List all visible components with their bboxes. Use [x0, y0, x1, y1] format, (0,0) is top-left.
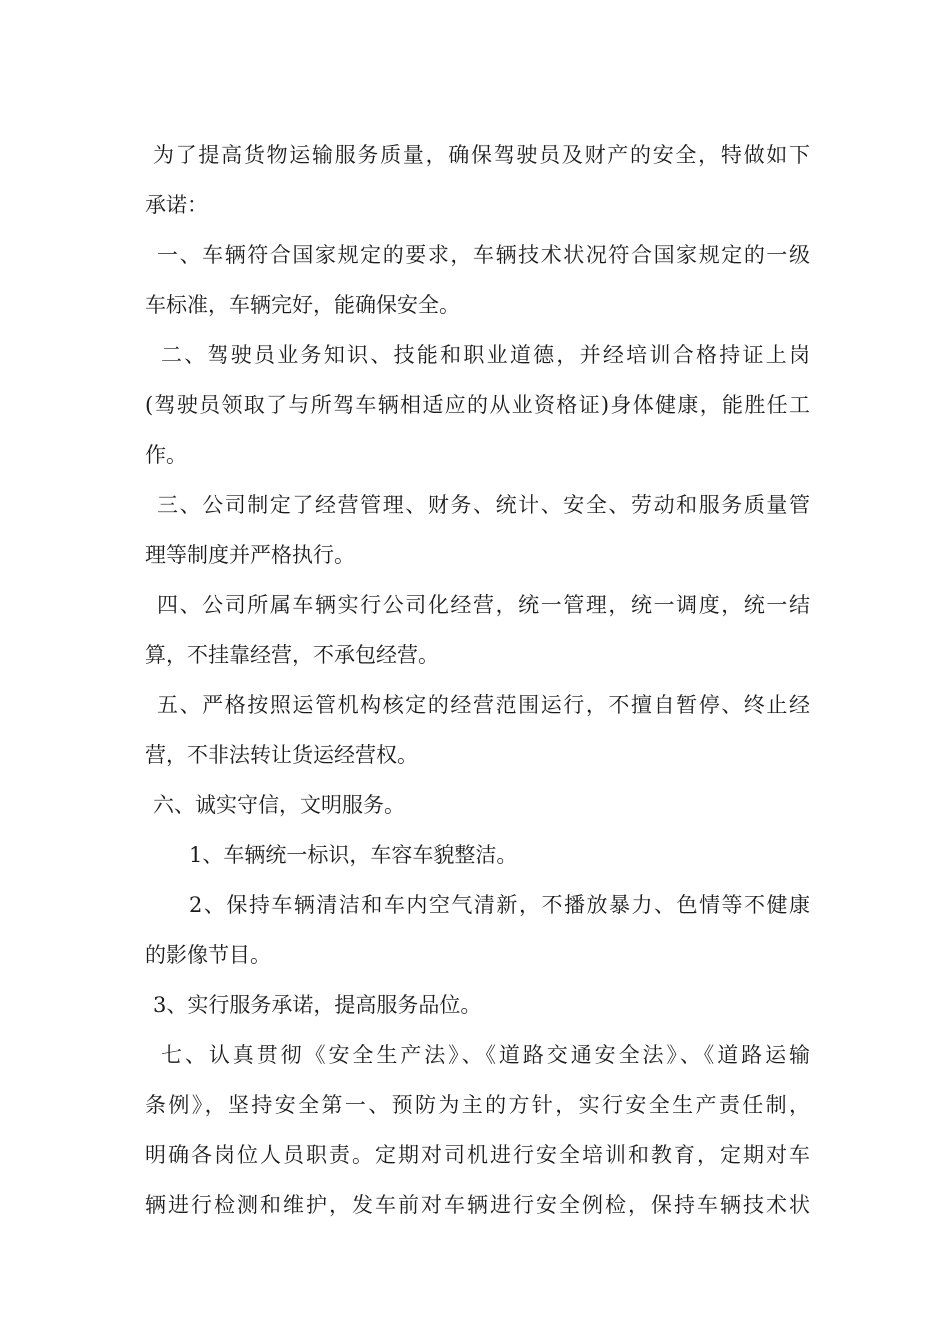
text-line: 作。 [145, 443, 187, 467]
text-line: 承诺： [145, 193, 208, 217]
text-line: 五、严格按照运管机构核定的经营范围运行，不擅自暂停、终止经 [157, 693, 810, 717]
text-line: (驾驶员领取了与所驾车辆相适应的从业资格证)身体健康，能胜任工 [145, 393, 810, 417]
text-line: 明确各岗位人员职责。定期对司机进行安全培训和教育，定期对车 [145, 1143, 810, 1167]
text-line: 2、保持车辆清洁和车内空气清新，不播放暴力、色情等不健康 [189, 893, 810, 917]
text-line: 1、车辆统一标识，车容车貌整洁。 [189, 843, 518, 867]
text-line: 二、驾驶员业务知识、技能和职业道德，并经培训合格持证上岗 [161, 343, 810, 367]
text-line: 六、诚实守信，文明服务。 [153, 793, 405, 817]
text-line: 3、实行服务承诺，提高服务品位。 [153, 993, 482, 1017]
document-body [145, 130, 810, 1230]
text-line: 为了提高货物运输服务质量，确保驾驶员及财产的安全，特做如下 [153, 143, 810, 167]
text-line: 车标准，车辆完好，能确保安全。 [145, 293, 460, 317]
text-line: 一、车辆符合国家规定的要求，车辆技术状况符合国家规定的一级 [157, 243, 810, 267]
text-line: 理等制度并严格执行。 [145, 543, 355, 567]
text-line: 营，不非法转让货运经营权。 [145, 743, 418, 767]
text-line: 七、认真贯彻《安全生产法》、《道路交通安全法》、《道路运输 [161, 1043, 810, 1067]
text-line: 的影像节目。 [145, 943, 271, 967]
text-line: 条例》，坚持安全第一、预防为主的方针，实行安全生产责任制， [145, 1093, 810, 1117]
text-line: 辆进行检测和维护，发车前对车辆进行安全例检，保持车辆技术状 [145, 1193, 810, 1217]
text-line: 四、公司所属车辆实行公司化经营，统一管理，统一调度，统一结 [157, 593, 810, 617]
text-line: 算，不挂靠经营，不承包经营。 [145, 643, 439, 667]
text-line: 三、公司制定了经营管理、财务、统计、安全、劳动和服务质量管 [157, 493, 810, 517]
